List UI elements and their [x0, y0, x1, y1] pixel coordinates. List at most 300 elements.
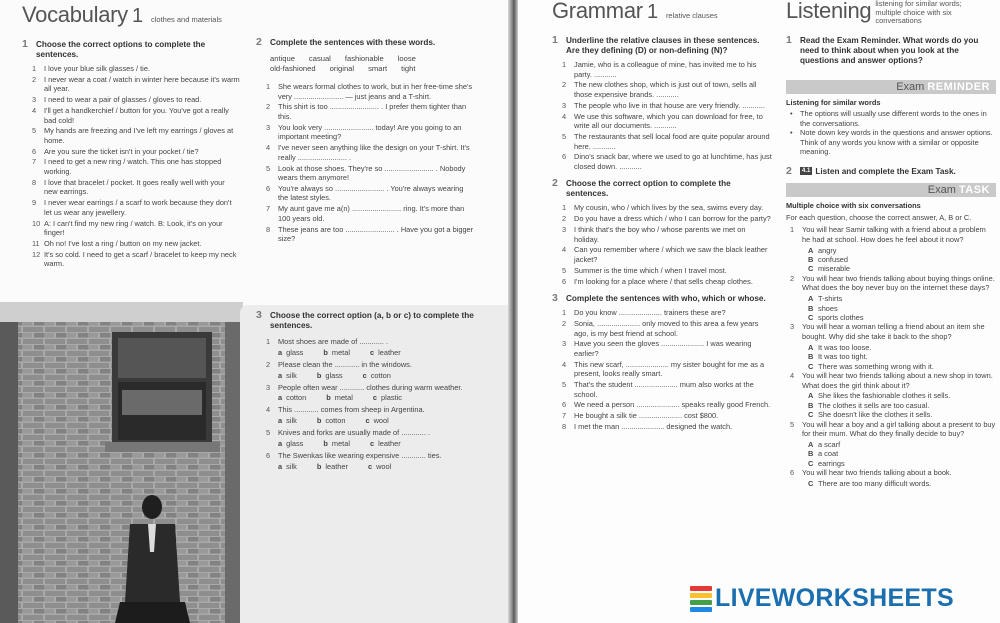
- task-option-c[interactable]: [786, 362, 996, 371]
- item-number: 3: [790, 322, 795, 332]
- item-text: He bought a silk tie ..................... cost $800.: [574, 411, 719, 421]
- item-number: 6: [266, 450, 271, 460]
- exercise-item: [562, 80, 772, 99]
- option-letter: a: [278, 347, 283, 357]
- task-option-b[interactable]: [786, 449, 996, 458]
- bullet-text: The options will usually use different words to the ones in the conversations.: [800, 109, 987, 128]
- option-letter: A: [808, 391, 814, 401]
- item-text: Do you have a dress which / who I can borrow for the party?: [574, 214, 771, 224]
- task-option-b[interactable]: [786, 304, 996, 313]
- option-text: sports clothes: [818, 313, 864, 323]
- exercise-item: [562, 203, 772, 213]
- item-number: 7: [266, 204, 271, 214]
- item-text: This ............ comes from sheep in Argentina.: [278, 405, 425, 415]
- exercise-item: [562, 132, 772, 151]
- option-text: wool: [376, 461, 392, 471]
- word-box-word: fashionable: [344, 54, 384, 63]
- grammar-header: [552, 0, 772, 24]
- option-a[interactable]: [278, 439, 303, 449]
- task-option-a[interactable]: [786, 294, 996, 303]
- option-text: metal: [334, 393, 353, 403]
- item-text: I think that's the boy who / whose parents we met on holiday.: [574, 225, 746, 244]
- exercise-item: [32, 250, 240, 269]
- option-letter: c: [362, 370, 367, 380]
- word-box-word: casual: [308, 54, 331, 63]
- item-number: 5: [562, 380, 567, 390]
- item-number: 4: [562, 245, 567, 255]
- item-text: You will hear a woman telling a friend about an item she bought. Why did she take it back to the shop?: [802, 322, 985, 342]
- option-b[interactable]: [323, 348, 350, 358]
- exercise-item: [266, 102, 474, 121]
- item-number: 5: [32, 126, 37, 136]
- item-text: I love your blue silk glasses / tie.: [44, 64, 150, 73]
- listening-exercise-2: [786, 167, 996, 177]
- option-a[interactable]: [278, 348, 303, 358]
- exercise-item: [266, 164, 474, 183]
- banner-word-exam: Exam: [896, 80, 925, 93]
- option-b[interactable]: [317, 462, 348, 472]
- option-c[interactable]: [373, 393, 402, 403]
- item-text: You will hear Samir talking with a friend about a problem he had at school. How does he feel about it now?: [802, 225, 986, 244]
- task-option-c[interactable]: [786, 459, 996, 468]
- exercise-instruction: Choose the correct options to complete the sentences.: [36, 40, 206, 59]
- option-text: a coat: [818, 449, 839, 459]
- option-letter: B: [808, 449, 814, 459]
- item-number: 6: [562, 276, 567, 286]
- task-option-c[interactable]: [786, 479, 996, 488]
- option-letter: B: [808, 255, 814, 265]
- item-number: 2: [562, 214, 567, 224]
- item-number: 4: [266, 405, 271, 415]
- option-letter: a: [278, 370, 283, 380]
- item-text: Can you remember where / which we saw the black leather jacket?: [574, 245, 768, 264]
- item-text: Look at those shoes. They're so ........................ . Nobody wears them anymore!: [278, 163, 466, 183]
- item-text: Summer is the time which / when I travel most.: [574, 265, 727, 275]
- banner-word-task: TASK: [958, 184, 990, 197]
- option-letter: c: [369, 438, 375, 448]
- option-letter: b: [316, 370, 322, 380]
- exercise-item: [266, 225, 474, 244]
- exercise-instruction: Complete the sentences with who, which or whose.: [566, 294, 766, 304]
- item-number: 3: [266, 382, 271, 392]
- item-number: 4: [32, 105, 37, 115]
- vocab-column-b: [256, 38, 474, 245]
- exercise-item: [562, 245, 772, 264]
- item-number: 5: [266, 163, 271, 173]
- item-number: 12: [32, 249, 41, 259]
- item-text: Do you know ..................... trainers these are?: [574, 308, 726, 318]
- option-text: She likes the fashionable clothes it sells.: [818, 391, 951, 401]
- item-number: 3: [266, 122, 271, 132]
- listening-column: [786, 0, 996, 488]
- exercise-instruction: Read the Exam Reminder. What words do you need to think about when you look at the questions and answer options?: [800, 35, 979, 65]
- photo-man-brick-wall: [0, 302, 243, 623]
- option-text: She doesn't like the clothes it sells.: [818, 410, 933, 420]
- listening-subtitle: listening for similar words; multiple choice with six conversations: [875, 0, 962, 25]
- option-text: a scarf: [818, 440, 841, 449]
- option-text: earrings: [818, 458, 845, 468]
- option-text: There was something wrong with it.: [818, 361, 934, 371]
- task-option-c[interactable]: [786, 264, 996, 273]
- option-text: glass: [286, 438, 304, 448]
- item-text: Are you sure the ticket isn't in your pocket / tie?: [44, 146, 199, 156]
- task-item: [786, 322, 996, 341]
- exercise-instruction: Choose the correct option (a, b or c) to complete the sentences.: [270, 311, 474, 330]
- option-text: angry: [818, 245, 837, 255]
- option-a[interactable]: [278, 416, 297, 426]
- exercise-item: [562, 339, 772, 358]
- word-box-word: tight: [401, 64, 416, 73]
- item-number: 8: [32, 177, 37, 187]
- item-number: 10: [32, 218, 41, 228]
- item-text: I love that bracelet / pocket. It goes really well with your new earrings.: [44, 177, 225, 197]
- item-number: 6: [562, 152, 567, 162]
- item-number: 3: [562, 100, 567, 110]
- exercise-item: [32, 157, 240, 176]
- item-number: 3: [562, 225, 567, 235]
- item-text: You look very ........................ today! Are you going to an important meeting?: [278, 122, 462, 142]
- option-letter: a: [278, 438, 283, 448]
- listening-header: [786, 0, 996, 26]
- item-number: 6: [32, 146, 37, 156]
- option-a[interactable]: [278, 371, 297, 381]
- option-text: leather: [325, 461, 348, 471]
- option-letter: C: [808, 479, 814, 488]
- option-letter: c: [365, 416, 370, 426]
- item-text: You're always so ........................ . You're always wearing the latest styles.: [278, 183, 464, 203]
- item-text: My aunt gave me a(n) ........................ ring. It's more than 100 years old.: [278, 204, 465, 223]
- item-number: 7: [32, 157, 37, 167]
- exercise-item: [32, 95, 240, 105]
- item-number: 8: [266, 224, 271, 234]
- word-box-word: old-fashioned: [270, 64, 316, 73]
- option-letter: c: [372, 393, 377, 403]
- option-text: The clothes it sells are too casual.: [818, 400, 930, 410]
- item-number: 1: [32, 64, 37, 73]
- item-number: 5: [790, 419, 795, 429]
- option-text: miserable: [818, 264, 851, 274]
- exercise-item: [32, 64, 240, 74]
- exercise-number: 3: [552, 292, 558, 305]
- option-letter: B: [808, 400, 814, 410]
- exercise-item: [562, 422, 772, 432]
- answer-options: [266, 371, 496, 381]
- task-option-c[interactable]: [786, 410, 996, 419]
- item-text: She wears formal clothes to work, but in her free-time she's very ........................ — just jeans and a T-shirt.: [278, 82, 473, 101]
- exercise-number: 1: [22, 38, 28, 50]
- option-letter: C: [808, 313, 814, 323]
- option-text: glass: [325, 370, 343, 380]
- exercise-items: [256, 82, 474, 244]
- item-number: 1: [266, 82, 271, 91]
- exercise-number: 1: [552, 34, 558, 46]
- exercise-item: [266, 360, 496, 370]
- option-letter: C: [808, 361, 814, 371]
- reminder-heading: Listening for similar words: [786, 97, 881, 107]
- task-item: [786, 420, 996, 439]
- grammar-title: Grammar: [552, 0, 643, 23]
- item-number: 2: [562, 80, 567, 90]
- item-text: This new scarf, ..................... my sister bought for me as a present, looks really smart.: [574, 359, 765, 379]
- option-letter: C: [808, 410, 814, 420]
- option-letter: b: [316, 461, 322, 471]
- option-b[interactable]: [326, 393, 353, 403]
- task-item: [786, 371, 996, 390]
- exercise-items: [552, 203, 772, 286]
- exercise-3-panel: [240, 305, 508, 623]
- exercise-number: 2: [256, 36, 262, 48]
- item-text: I need to get a new ring / watch. This one has stopped working.: [44, 157, 222, 177]
- vocab-exercise-1: [22, 40, 240, 269]
- exercise-item: [266, 82, 474, 101]
- task-option-b[interactable]: [786, 352, 996, 361]
- option-text: T-shirts: [818, 294, 843, 304]
- option-text: shoes: [818, 303, 838, 313]
- exercise-item: [562, 225, 772, 244]
- task-option-a[interactable]: [786, 246, 996, 255]
- exercise-item: [32, 198, 240, 217]
- exam-reminder-box: [786, 98, 996, 158]
- exercise-item: [32, 106, 240, 125]
- task-items: [786, 225, 996, 488]
- exercise-item: [562, 152, 772, 171]
- grammar-subtitle: relative clauses: [665, 11, 718, 20]
- watermark-text: LIVEWORKSHEETS: [715, 584, 954, 612]
- option-c[interactable]: [368, 462, 391, 472]
- option-text: metal: [331, 347, 350, 357]
- item-text: You will hear two friends talking about a new shop in town. What does the girl think about it?: [802, 371, 993, 390]
- option-text: cotton: [286, 393, 307, 403]
- option-text: It was too loose.: [818, 342, 872, 352]
- option-text: metal: [331, 438, 350, 448]
- task-option-a[interactable]: [786, 343, 996, 352]
- option-letter: b: [326, 393, 331, 403]
- exercise-item: [32, 219, 240, 238]
- item-number: 7: [562, 411, 567, 421]
- item-number: 2: [266, 102, 271, 112]
- item-text: I never wear earrings / a scarf to work because they don't let us wear any jewellery.: [44, 198, 232, 217]
- bullet-icon: •: [790, 128, 793, 138]
- item-text: You will hear two friends talking about buying things online. What does the boy never buy on the internet these days?: [802, 273, 995, 293]
- task-item: [786, 274, 996, 293]
- exercise-item: [266, 451, 496, 461]
- task-option-b[interactable]: [786, 255, 996, 264]
- grammar-column: [552, 0, 772, 433]
- reminder-bullets: [786, 109, 996, 157]
- exercise-item: [562, 266, 772, 276]
- task-option-c[interactable]: [786, 313, 996, 322]
- option-a[interactable]: [278, 462, 297, 472]
- exam-task-banner: [786, 183, 996, 197]
- item-text: I met the man ..................... designed the watch.: [574, 422, 733, 431]
- exercise-instruction: Underline the relative clauses in these sentences. Are they defining (D) or non-defining (N)?: [566, 36, 760, 55]
- liveworksheets-logo-icon: [690, 586, 712, 612]
- exercise-item: [562, 360, 772, 379]
- option-text: plastic: [380, 393, 402, 403]
- option-letter: B: [808, 303, 814, 313]
- item-text: We need a person ..................... speaks really good French.: [574, 400, 771, 410]
- option-b[interactable]: [317, 416, 346, 426]
- option-text: wool: [373, 416, 389, 426]
- item-text: The Swenkas like wearing expensive ............ ties.: [278, 450, 442, 460]
- option-c[interactable]: [370, 348, 401, 358]
- option-letter: A: [808, 245, 814, 255]
- listening-exercise-1: [786, 33, 996, 66]
- task-heading: Multiple choice with six conversations: [786, 201, 921, 211]
- exercise-item: [266, 143, 474, 162]
- exercise-item: [32, 147, 240, 157]
- task-option-a[interactable]: [786, 440, 996, 449]
- item-text: You will hear two friends talking about a book.: [802, 468, 952, 478]
- option-letter: C: [808, 458, 814, 468]
- word-box-word: loose: [397, 54, 416, 63]
- exercise-instruction: Complete the sentences with these words.: [270, 38, 436, 47]
- task-option-a[interactable]: [786, 391, 996, 400]
- item-number: 6: [562, 400, 567, 410]
- exercise-item: [562, 400, 772, 410]
- item-number: 8: [562, 422, 567, 431]
- option-letter: a: [278, 393, 283, 403]
- task-option-b[interactable]: [786, 401, 996, 410]
- word-box-word: antique: [270, 54, 295, 63]
- item-text: The new clothes shop, which is just out of town, sells all those expensive brands. ...........: [574, 80, 757, 99]
- exercise-item: [562, 214, 772, 224]
- item-number: 11: [32, 238, 40, 248]
- logo-stripe: [690, 600, 712, 605]
- item-number: 2: [562, 318, 567, 328]
- vocab-number: 1: [132, 5, 143, 27]
- grammar-number: 1: [646, 1, 658, 23]
- option-c[interactable]: [363, 371, 391, 381]
- item-text: That's the student ..................... mum also works at the school.: [574, 380, 754, 399]
- answer-options: [266, 439, 496, 449]
- logo-stripe: [690, 586, 712, 591]
- exercise-item: [562, 112, 772, 131]
- item-text: Most shoes are made of ............ .: [278, 337, 389, 346]
- item-number: 5: [266, 428, 271, 438]
- word-box-word: smart: [368, 64, 388, 73]
- option-b[interactable]: [323, 439, 350, 449]
- exercise-number: 1: [786, 33, 792, 46]
- exercise-instruction: Listen and complete the Exam Task.: [815, 167, 956, 177]
- word-box: [270, 54, 450, 74]
- vocab-subtitle: clothes and materials: [151, 15, 222, 24]
- option-letter: b: [323, 438, 328, 448]
- item-number: 4: [562, 359, 567, 369]
- item-number: 1: [562, 203, 567, 213]
- option-letter: A: [808, 342, 814, 352]
- answer-options: [266, 462, 496, 472]
- answer-options: [266, 393, 496, 403]
- item-text: I'm looking for a place where / that sells cheap clothes.: [574, 276, 753, 286]
- item-number: 6: [266, 183, 271, 193]
- brick-wall-photo: [0, 302, 243, 623]
- word-box-word: original: [329, 64, 355, 73]
- liveworksheets-watermark: [690, 584, 954, 613]
- answer-options: [266, 348, 496, 358]
- exercise-item: [562, 411, 772, 421]
- item-number: 5: [562, 131, 567, 141]
- vocab-column-a: [22, 2, 240, 270]
- bullet-text: Note down key words in the questions and answer options. Think of any words you know with a similar or opposite meaning.: [800, 128, 993, 157]
- option-letter: c: [369, 347, 375, 357]
- option-letter: b: [316, 416, 322, 426]
- item-text: People often wear ............ clothes during warm weather.: [278, 382, 463, 392]
- item-number: 4: [562, 111, 567, 121]
- item-number: 1: [562, 308, 567, 318]
- exercise-item: [562, 319, 772, 338]
- option-b[interactable]: [317, 371, 343, 381]
- item-text: I'll get a handkerchief / button for you. You've got a really bad cold!: [44, 105, 229, 125]
- item-text: My cousin, who / which lives by the sea, swims every day.: [574, 203, 764, 213]
- option-text: It was too tight.: [818, 352, 868, 362]
- exercise-items: [552, 60, 772, 171]
- exercise-item: [266, 405, 496, 415]
- exercise-item: [266, 123, 474, 142]
- item-text: You will hear a boy and a girl talking about a present to buy for their mum. What do they finally decide to buy?: [802, 419, 996, 439]
- item-number: 2: [790, 273, 795, 283]
- exercise-item: [266, 204, 474, 223]
- item-text: Please clean the ............ in the windows.: [278, 359, 412, 369]
- exam-reminder-banner: [786, 80, 996, 94]
- option-c[interactable]: [365, 416, 388, 426]
- exercise-items: [22, 64, 240, 269]
- option-letter: a: [278, 416, 283, 426]
- option-text: leather: [378, 438, 401, 448]
- item-text: Knives and forks are usually made of ............ .: [278, 428, 430, 438]
- vocab-header: [22, 2, 240, 28]
- task-item: [786, 468, 996, 478]
- book-gutter: [508, 0, 518, 623]
- logo-stripe: [690, 593, 712, 598]
- option-letter: c: [367, 461, 373, 471]
- option-letter: b: [323, 347, 328, 357]
- item-text: Jamie, who is a colleague of mine, has invited me to his party. ...........: [574, 60, 757, 79]
- vocab-title: Vocabulary: [22, 2, 128, 27]
- vocab-exercise-2: [256, 38, 474, 244]
- exercise-item: [32, 126, 240, 145]
- item-number: 1: [790, 225, 795, 235]
- option-text: cotton: [370, 370, 391, 380]
- exercise-item: [32, 239, 240, 249]
- item-number: 1: [562, 60, 567, 69]
- exercise-item: [562, 380, 772, 399]
- item-number: 2: [32, 74, 37, 84]
- item-text: It's so cold. I need to get a scarf / bracelet to keep my neck warm.: [44, 249, 237, 269]
- track-badge: 4.1: [802, 168, 811, 175]
- item-number: 1: [266, 337, 271, 346]
- exercise-item: [562, 277, 772, 287]
- option-text: confused: [818, 255, 848, 265]
- exercise-item: [266, 184, 474, 203]
- exercise-instruction: Choose the correct option to complete the sentences.: [566, 179, 731, 199]
- reminder-bullet: [790, 109, 996, 128]
- option-letter: A: [808, 440, 814, 449]
- item-text: I need to wear a pair of glasses / gloves to read.: [44, 95, 202, 105]
- option-text: leather: [378, 347, 401, 357]
- task-intro: For each question, choose the correct answer, A, B or C.: [786, 212, 972, 222]
- item-text: Sonia, ..................... only moved to this area a few years ago, is my best friend at school.: [574, 318, 759, 338]
- option-letter: A: [808, 294, 814, 304]
- option-letter: B: [808, 352, 814, 362]
- exercise-items: [552, 308, 772, 431]
- reminder-bullet: [790, 128, 996, 157]
- option-c[interactable]: [370, 439, 401, 449]
- item-number: 4: [266, 143, 271, 153]
- item-text: This shirt is too ........................ . I prefer them tighter than this.: [278, 102, 467, 121]
- option-a[interactable]: [278, 393, 306, 403]
- grammar-exercise-1: [552, 36, 772, 171]
